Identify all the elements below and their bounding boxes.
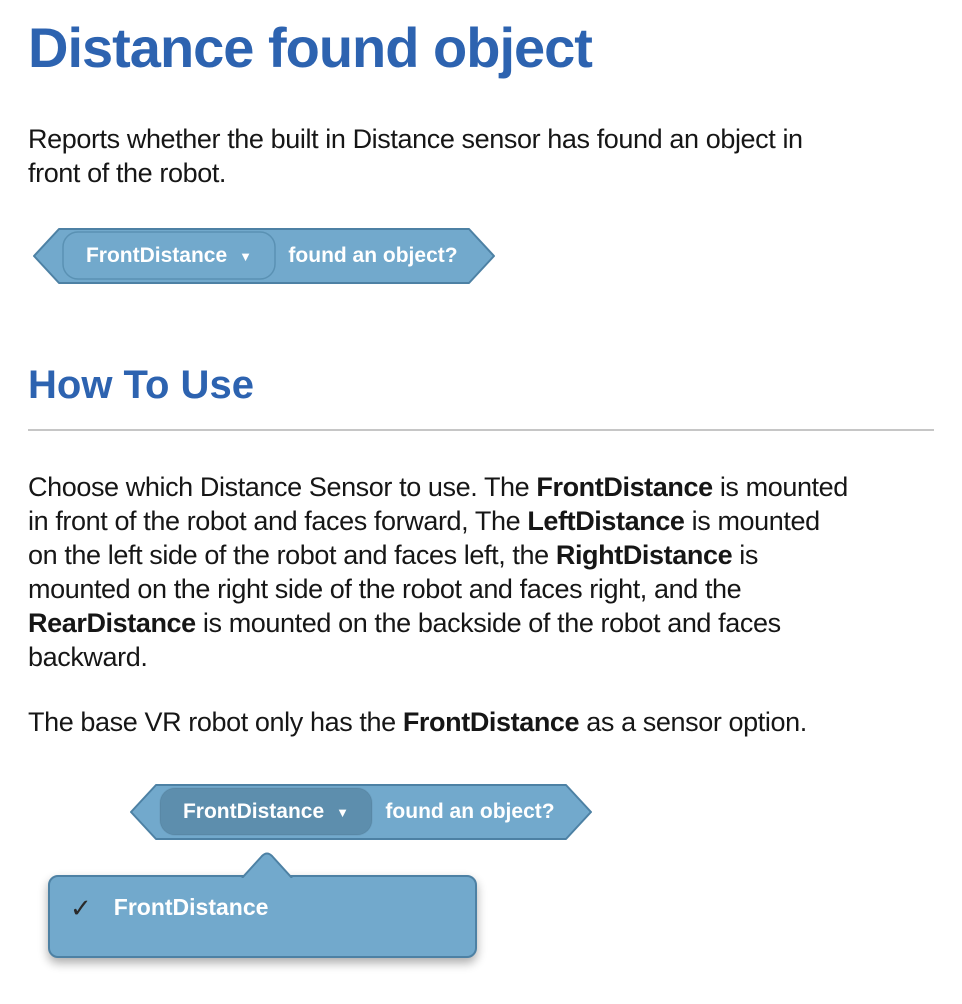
- bold-term: LeftDistance: [527, 506, 685, 536]
- block-example-1: [33, 227, 934, 285]
- text-run: is: [732, 540, 758, 570]
- intro-line-2: front of the robot.: [28, 158, 227, 188]
- text-run: The base VR robot only has the: [28, 707, 403, 737]
- sensor-dropdown-value: FrontDistance: [182, 799, 325, 823]
- paragraph-line: [28, 504, 934, 538]
- bold-term: RightDistance: [555, 540, 733, 570]
- sensor-dropdown-value: FrontDistance: [85, 243, 228, 267]
- checkmark-icon: ✓: [70, 892, 92, 923]
- text-run: mounted on the right side of the robot and faces right, and the: [28, 574, 742, 604]
- text-run: on the left side of the robot and faces left, the: [28, 540, 556, 570]
- sensor-dropdown-menu: [48, 875, 477, 958]
- text-run: as a sensor option.: [579, 707, 807, 737]
- intro-paragraph: [28, 122, 934, 190]
- bold-term: FrontDistance: [402, 707, 580, 737]
- block-label: found an object?: [385, 800, 555, 823]
- doc-page: [28, 16, 934, 973]
- bold-term: RearDistance: [28, 608, 196, 638]
- bold-term: FrontDistance: [536, 472, 713, 502]
- menu-item-label: FrontDistance: [113, 894, 269, 920]
- paragraph-line: [28, 538, 934, 572]
- text-run: is mounted on the backside of the robot and faces: [195, 608, 781, 638]
- sensor-dropdown[interactable]: [63, 232, 275, 279]
- menu-item-front-distance[interactable]: [50, 877, 475, 921]
- text-run: is mounted: [684, 506, 820, 536]
- paragraph-line: [28, 572, 934, 606]
- text-run: in front of the robot and faces forward, The: [28, 506, 528, 536]
- how-to-use-heading: How To Use: [28, 363, 254, 407]
- base-robot-note: [28, 705, 934, 739]
- block-label: found an object?: [288, 244, 458, 267]
- sensor-dropdown-open[interactable]: [160, 788, 372, 835]
- paragraph-line: [28, 470, 934, 504]
- distance-found-object-block-active[interactable]: [130, 783, 592, 841]
- chevron-down-icon: ▼: [239, 249, 253, 264]
- chevron-down-icon: ▼: [336, 805, 350, 820]
- text-run: is mounted: [712, 472, 848, 502]
- block-example-2: [28, 783, 934, 973]
- distance-found-object-block[interactable]: [33, 227, 495, 285]
- paragraph-line: [28, 606, 934, 640]
- paragraph-line: [28, 640, 934, 674]
- usage-paragraph: [28, 470, 934, 674]
- text-run: Choose which Distance Sensor to use. The: [28, 472, 537, 502]
- section-divider: [28, 429, 934, 431]
- page-title: Distance found object: [28, 16, 592, 79]
- dropdown-menu-caret: [241, 851, 293, 878]
- text-run: backward.: [28, 642, 148, 672]
- intro-line-1: Reports whether the built in Distance sensor has found an object in: [28, 124, 803, 154]
